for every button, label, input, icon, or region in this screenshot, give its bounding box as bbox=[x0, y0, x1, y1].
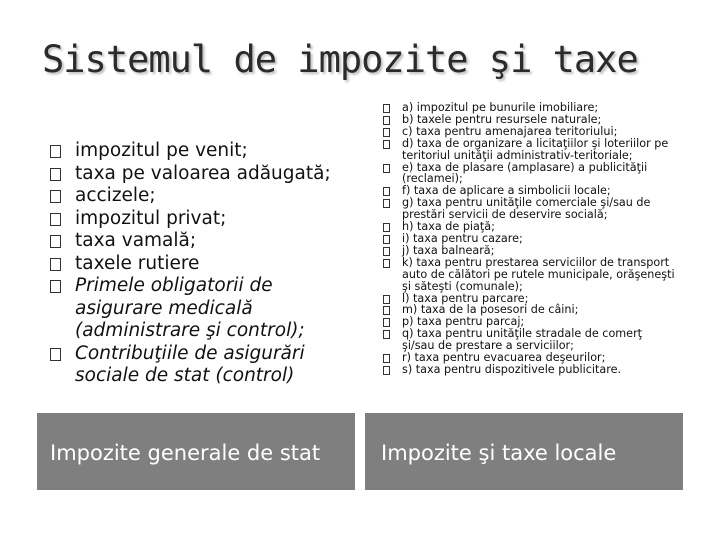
square-bullet-icon bbox=[50, 258, 61, 271]
footer-label-local-taxes: Impozite şi taxe locale bbox=[381, 441, 617, 465]
square-bullet-icon bbox=[50, 235, 61, 248]
left-list-item bbox=[50, 230, 350, 253]
right-list-item-text: m) taxa de la posesori de câini; bbox=[402, 303, 579, 317]
right-list-item-text: p) taxa pentru parcaj; bbox=[402, 315, 525, 329]
square-bullet-icon bbox=[50, 168, 61, 181]
left-list-item-text: Contribuţiile de asigurări sociale de stat (control) bbox=[75, 342, 305, 386]
left-list-item-text: accizele; bbox=[75, 185, 156, 206]
square-bullet-icon bbox=[383, 223, 390, 232]
left-list-item-text: taxa vamală; bbox=[75, 230, 197, 251]
right-list-item-text: k) taxa pentru prestarea serviciilor de transport auto de călători pe rutele municipale, orăşeneşti şi săteşti (comunale); bbox=[402, 255, 675, 293]
square-bullet-icon bbox=[50, 190, 61, 203]
left-list-item bbox=[50, 343, 350, 388]
square-bullet-icon bbox=[383, 104, 390, 113]
left-bullet-list bbox=[50, 140, 350, 388]
right-bullet-list bbox=[383, 102, 675, 376]
left-list-item bbox=[50, 185, 350, 208]
right-list-item bbox=[383, 138, 675, 162]
square-bullet-icon bbox=[383, 116, 390, 125]
square-bullet-icon bbox=[383, 306, 390, 315]
right-list-item-text: q) taxa pentru unităţile stradale de comerţ şi/sau de prestare a serviciilor; bbox=[402, 327, 643, 353]
square-bullet-icon bbox=[383, 187, 390, 196]
square-bullet-icon bbox=[383, 199, 390, 208]
right-list-item bbox=[383, 364, 675, 376]
left-list-item bbox=[50, 253, 350, 276]
right-list-item-text: b) taxele pentru resursele naturale; bbox=[402, 112, 602, 126]
right-list-item bbox=[383, 257, 675, 293]
right-list-item-text: e) taxa de plasare (amplasare) a publicităţii (reclamei); bbox=[402, 160, 648, 186]
right-list-item bbox=[383, 197, 675, 221]
right-list-item-text: r) taxa pentru evacuarea deşeurilor; bbox=[402, 351, 606, 365]
right-list-item-text: h) taxa de piaţă; bbox=[402, 220, 495, 234]
left-list-item-text: impozitul pe venit; bbox=[75, 140, 248, 161]
footer-label-state-taxes: Impozite generale de stat bbox=[50, 441, 321, 465]
left-list-item-text: Primele obligatorii de asigurare medicală (administrare şi control); bbox=[75, 275, 305, 341]
right-list-item-text: g) taxa pentru unităţile comerciale şi/sau de prestări servicii de deservire socială; bbox=[402, 196, 651, 222]
square-bullet-icon bbox=[383, 128, 390, 137]
square-bullet-icon bbox=[383, 330, 390, 339]
right-list-item bbox=[383, 328, 675, 352]
left-list-item bbox=[50, 275, 350, 343]
right-list-item-text: d) taxa de organizare a licitaţiilor şi loteriilor pe teritoriul unităţii administrativ-teritoriale; bbox=[402, 136, 669, 162]
square-bullet-icon bbox=[50, 280, 61, 293]
square-bullet-icon bbox=[383, 164, 390, 173]
square-bullet-icon bbox=[383, 235, 390, 244]
right-list-item-text: f) taxa de aplicare a simbolicii locale; bbox=[402, 184, 611, 198]
square-bullet-icon bbox=[383, 140, 390, 149]
left-list-item bbox=[50, 208, 350, 231]
footer-box-state-taxes bbox=[37, 413, 355, 490]
square-bullet-icon bbox=[383, 247, 390, 256]
right-list-item-text: l) taxa pentru parcare; bbox=[402, 291, 529, 305]
right-list-item-text: c) taxa pentru amenajarea teritoriului; bbox=[402, 124, 618, 138]
right-list-item-text: s) taxa pentru dispozitivele publicitare. bbox=[402, 362, 622, 376]
left-list-item bbox=[50, 140, 350, 163]
right-list-item bbox=[383, 162, 675, 186]
square-bullet-icon bbox=[50, 145, 61, 158]
slide-title: Sistemul de impozite şi taxe bbox=[42, 38, 638, 81]
square-bullet-icon bbox=[383, 354, 390, 363]
square-bullet-icon bbox=[383, 295, 390, 304]
left-list-item bbox=[50, 163, 350, 186]
square-bullet-icon bbox=[50, 348, 61, 361]
right-list-item-text: a) impozitul pe bunurile imobiliare; bbox=[402, 101, 599, 114]
square-bullet-icon bbox=[50, 213, 61, 226]
left-list-item-text: taxa pe valoarea adăugată; bbox=[75, 162, 331, 184]
right-list-item-text: i) taxa pentru cazare; bbox=[402, 231, 523, 245]
footer-box-local-taxes bbox=[365, 413, 683, 490]
square-bullet-icon bbox=[383, 259, 390, 268]
square-bullet-icon bbox=[383, 366, 390, 375]
right-list-item-text: j) taxa balneară; bbox=[402, 243, 495, 257]
left-list-item-text: impozitul privat; bbox=[75, 207, 227, 229]
square-bullet-icon bbox=[383, 318, 390, 327]
left-list-item-text: taxele rutiere bbox=[75, 252, 200, 274]
